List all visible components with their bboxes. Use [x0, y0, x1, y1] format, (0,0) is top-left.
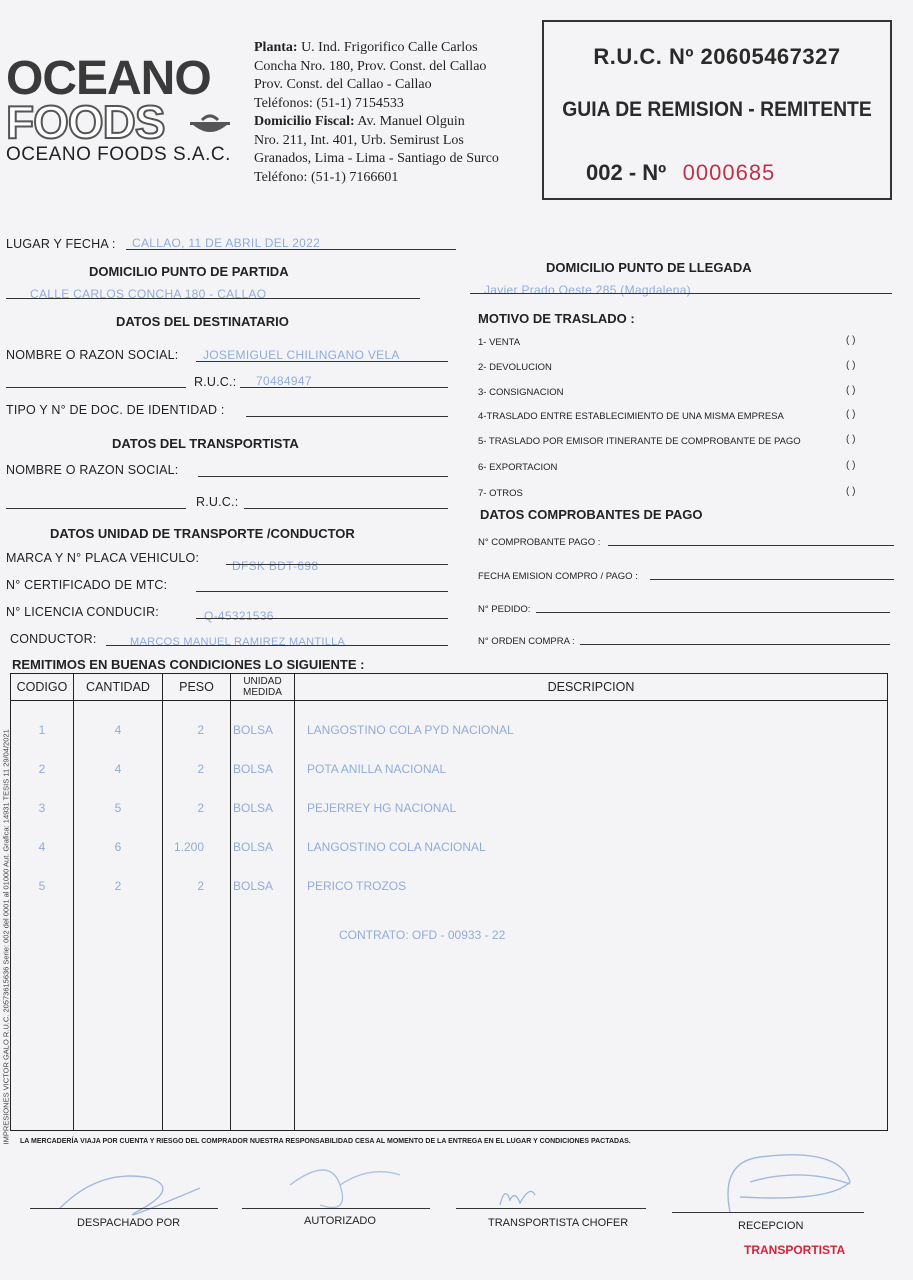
partida-title: DOMICILIO PUNTO DE PARTIDA — [89, 264, 289, 279]
item-cell: BOLSA — [233, 723, 274, 737]
item-cell: 2 — [114, 879, 122, 893]
item-cell: BOLSA — [233, 840, 274, 854]
sig-despachado-label: DESPACHADO POR — [77, 1217, 181, 1229]
disclaimer: LA MERCADERÍA VIAJA POR CUENTA Y RIESGO DEL COMPRADOR NUESTRA RESPONSABILIDAD CESA AL MOMENTO DE LA ENTREGA EN EL LUGAR Y CONDICIONES PACTADAS. — [20, 1138, 631, 1145]
address-line: Domicilio Fiscal: Av. Manuel Olguin — [254, 114, 465, 129]
col-peso — [163, 701, 231, 1131]
item-cell: LANGOSTINO COLA NACIONAL — [307, 840, 486, 854]
nombre-value: JOSEMIGUEL CHILINGANO VELA — [203, 348, 400, 362]
logo-foods: FOODS — [6, 96, 165, 148]
certificado-label: N° CERTIFICADO DE MTC: — [6, 578, 168, 592]
signature-transportista — [490, 1165, 610, 1225]
marca-label: MARCA Y N° PLACA VEHICULO: — [6, 551, 200, 565]
tipo-doc-label: TIPO Y N° DE DOC. DE IDENTIDAD : — [6, 403, 225, 417]
item-cell: 1.200 — [173, 840, 204, 854]
unidad-title: DATOS UNIDAD DE TRANSPORTE /CONDUCTOR — [50, 526, 355, 541]
header-descripcion: DESCRIPCION — [295, 674, 888, 701]
lugar-fecha-label: LUGAR Y FECHA : — [6, 237, 116, 251]
header-cantidad: CANTIDAD — [74, 674, 163, 701]
comprobantes-title: DATOS COMPROBANTES DE PAGO — [480, 507, 703, 522]
item-cell: 1 — [38, 723, 46, 737]
fecha-emision-label: FECHA EMISION COMPRO / PAGO : — [478, 571, 638, 582]
signature-despachado — [40, 1148, 220, 1228]
item-cell: 3 — [38, 801, 46, 815]
item-cell: POTA ANILLA NACIONAL — [307, 762, 447, 776]
item-cell: 5 — [38, 879, 46, 893]
motivo-item: 5- TRASLADO POR EMISOR ITINERANTE DE COMPROBANTE DE PAGO — [478, 436, 801, 447]
motivo-item: 4-TRASLADO ENTRE ESTABLECIMIENTO DE UNA MISMA EMPRESA — [478, 411, 784, 422]
item-cell: 2 — [197, 762, 204, 776]
document-title: GUIA DE REMISION - REMITENTE — [562, 98, 872, 121]
marca-value: DFSK BDT-698 — [232, 559, 319, 573]
lugar-fecha-value: CALLAO, 11 DE ABRIL DEL 2022 — [132, 236, 321, 250]
ruc-value: 70484947 — [256, 374, 312, 388]
sig-transportista-label: TRANSPORTISTA CHOFER — [488, 1217, 629, 1229]
item-cell: BOLSA — [233, 801, 274, 815]
motivo-item: 3- CONSIGNACION — [478, 387, 564, 398]
address-line: Granados, Lima - Lima - Santiago de Surco — [254, 151, 499, 166]
trans-ruc-label: R.U.C.: — [196, 495, 239, 509]
item-cell: 2 — [197, 801, 204, 815]
address-line: Nro. 211, Int. 401, Urb. Semirust Los — [254, 132, 464, 148]
motivo-checkbox[interactable]: ( ) — [846, 360, 856, 371]
conductor-value: MARCOS MANUEL RAMIREZ MANTILLA — [130, 636, 346, 648]
address-line: Teléfono: (51-1) 7166601 — [254, 169, 399, 185]
motivo-checkbox[interactable]: ( ) — [846, 486, 856, 497]
motivo-checkbox[interactable]: ( ) — [846, 460, 856, 471]
item-cell: 5 — [114, 801, 122, 815]
motivo-checkbox[interactable]: ( ) — [846, 385, 856, 396]
ruc-number: R.U.C. Nº 20605467327 — [593, 44, 841, 69]
destinatario-title: DATOS DEL DESTINATARIO — [116, 314, 289, 329]
col-cantidad — [74, 701, 163, 1131]
header-unidad: UNIDAD MEDIDA — [231, 674, 295, 701]
transportista-title: DATOS DEL TRANSPORTISTA — [112, 436, 299, 451]
col-descripcion — [295, 701, 888, 1131]
partida-value: CALLE CARLOS CONCHA 180 - CALLAO — [30, 287, 267, 301]
sig-recepcion-label: RECEPCION — [738, 1220, 804, 1232]
items-title: REMITIMOS EN BUENAS CONDICIONES LO SIGUIENTE : — [12, 657, 365, 672]
motivo-checkbox[interactable]: ( ) — [846, 335, 856, 346]
copy-label: TRANSPORTISTA — [744, 1243, 846, 1257]
document-box — [542, 20, 892, 200]
motivo-title: MOTIVO DE TRASLADO : — [478, 311, 635, 326]
document-series: 002 - Nº — [586, 160, 667, 185]
motivo-item: 6- EXPORTACION — [478, 462, 558, 473]
printer-side-text: IMPRESIONES VICTOR GALO R.U.C. 20573615636 Serie: 002 del 0001 al 01000 Aut. Grafica: 14931 TESIS 11 29/04/2021 — [1, 729, 11, 1145]
pedido-label: N° PEDIDO: — [478, 604, 531, 615]
items-table — [10, 673, 888, 1131]
header-codigo: CODIGO — [11, 674, 74, 701]
motivo-checkbox[interactable]: ( ) — [846, 434, 856, 445]
item-cell: PERICO TROZOS — [307, 879, 407, 893]
conductor-label: CONDUCTOR: — [10, 632, 97, 646]
company-address — [254, 39, 544, 187]
contrato-note: CONTRATO: OFD - 00933 - 22 — [339, 928, 506, 942]
signature-recepcion — [700, 1142, 870, 1222]
llegada-title: DOMICILIO PUNTO DE LLEGADA — [546, 260, 752, 275]
company-logo — [6, 52, 238, 181]
comprobante-label: N° COMPROBANTE PAGO : — [478, 537, 601, 548]
item-cell: BOLSA — [233, 762, 274, 776]
trans-nombre-label: NOMBRE O RAZON SOCIAL: — [6, 463, 179, 477]
item-cell: 6 — [114, 840, 122, 854]
address-line: Teléfonos: (51-1) 7154533 — [254, 95, 404, 111]
motivo-item: 7- OTROS — [478, 488, 523, 499]
item-cell: 4 — [114, 762, 122, 776]
item-cell: LANGOSTINO COLA PYD NACIONAL — [307, 723, 514, 737]
address-line: Prov. Const. del Callao - Callao — [254, 77, 432, 92]
llegada-value: Javier Prado Oeste 285 (Magdalena) — [484, 283, 691, 297]
item-cell: 2 — [38, 762, 46, 776]
item-cell: 4 — [114, 723, 122, 737]
item-cell: 2 — [197, 723, 204, 737]
address-line: Planta: U. Ind. Frigorifico Calle Carlos — [254, 40, 478, 55]
licencia-label: N° LICENCIA CONDUCIR: — [6, 605, 159, 619]
motivo-item: 1- VENTA — [478, 337, 521, 348]
header-peso: PESO — [163, 674, 231, 701]
document-number: 0000685 — [682, 160, 776, 185]
col-unidad — [231, 701, 295, 1131]
bowl-icon — [188, 110, 232, 140]
item-cell: PEJERREY HG NACIONAL — [307, 801, 457, 815]
logo-oceano: OCEANO — [6, 52, 211, 105]
licencia-value: Q-45321536 — [204, 609, 274, 623]
signature-autorizado — [280, 1145, 440, 1225]
item-cell: 4 — [38, 840, 46, 854]
motivo-item: 2- DEVOLUCION — [478, 362, 552, 373]
address-line: Concha Nro. 180, Prov. Const. del Callao — [254, 58, 487, 74]
item-cell: BOLSA — [233, 879, 274, 893]
sig-autorizado-label: AUTORIZADO — [304, 1215, 376, 1227]
motivo-checkbox[interactable]: ( ) — [846, 409, 856, 420]
item-cell: 2 — [197, 879, 204, 893]
nombre-label: NOMBRE O RAZON SOCIAL: — [6, 348, 179, 362]
company-name: OCEANO FOODS S.A.C. — [6, 144, 231, 165]
ruc-label: R.U.C.: — [194, 375, 237, 389]
col-codigo — [11, 701, 74, 1131]
orden-label: N° ORDEN COMPRA : — [478, 636, 575, 647]
